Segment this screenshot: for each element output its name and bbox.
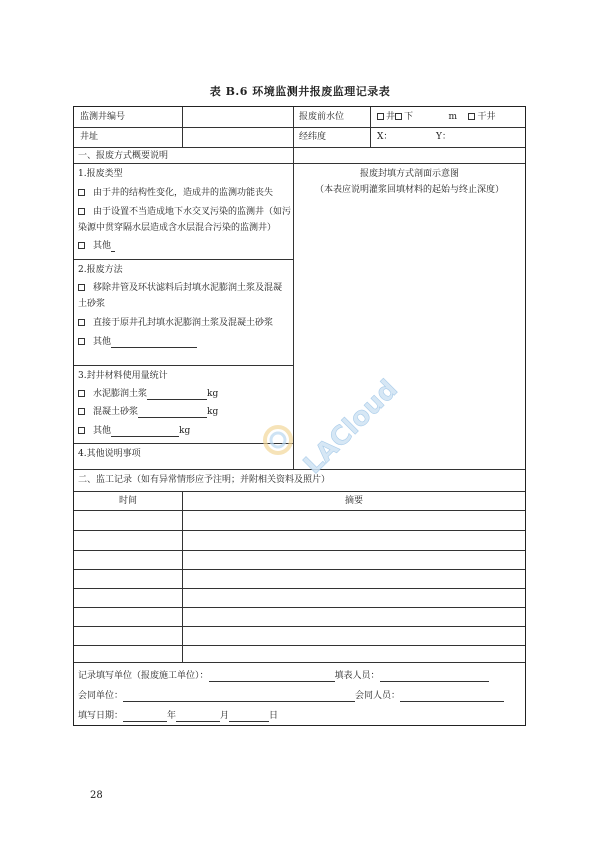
checkbox-icon[interactable] bbox=[377, 113, 384, 120]
watermark-ring bbox=[271, 433, 285, 447]
row-divider bbox=[74, 147, 525, 148]
co-unit-line: 会同单位： 会同人员： bbox=[78, 690, 504, 702]
checkbox-icon[interactable] bbox=[395, 113, 402, 120]
row-divider bbox=[74, 569, 525, 570]
fill-line[interactable] bbox=[111, 426, 179, 437]
checkbox-icon[interactable] bbox=[78, 208, 85, 215]
type-option-2-cont: 染源中贯穿隔水层造成含水层混合污染的监测井） bbox=[78, 223, 277, 233]
fill-line[interactable] bbox=[123, 711, 167, 722]
col-divider bbox=[182, 107, 183, 147]
y-label: Y： bbox=[436, 132, 451, 142]
col-divider bbox=[370, 107, 371, 147]
checkbox-icon[interactable] bbox=[78, 427, 85, 434]
water-level-label: 报废前水位 bbox=[299, 112, 345, 122]
fill-line[interactable] bbox=[123, 691, 355, 702]
other-notes-title: 4.其他说明事项 bbox=[78, 449, 141, 459]
type-title: 1.报废类型 bbox=[78, 169, 123, 179]
checkbox-icon[interactable] bbox=[78, 319, 85, 326]
checkbox-icon[interactable] bbox=[78, 390, 85, 397]
well-no-label: 监测井编号 bbox=[80, 112, 126, 122]
row-divider bbox=[74, 607, 525, 608]
checkbox-icon[interactable] bbox=[78, 338, 85, 345]
row-divider bbox=[74, 365, 293, 366]
row-divider bbox=[74, 259, 293, 260]
method-option-1-cont: 土砂浆 bbox=[78, 299, 106, 309]
fill-line[interactable] bbox=[111, 241, 115, 252]
record-unit-line: 记录填写单位（报废施工单位）： 填表人员： bbox=[78, 670, 489, 682]
checkbox-icon[interactable] bbox=[78, 189, 85, 196]
diagram-title: 报废封填方式剖面示意图 bbox=[359, 169, 459, 179]
material-2: 混凝土砂浆 kg bbox=[78, 406, 218, 418]
watermark-text: LACloud bbox=[297, 374, 404, 481]
page-title: 表 B.6 环境监测井报废监理记录表 bbox=[209, 85, 391, 98]
method-title: 2.报废方法 bbox=[78, 265, 123, 275]
row-divider bbox=[74, 662, 525, 663]
fill-line[interactable] bbox=[209, 671, 335, 682]
fill-line[interactable] bbox=[229, 711, 269, 722]
row-divider bbox=[74, 510, 525, 511]
diagram-note: （本表应说明灌浆回填材料的起始与终止深度） bbox=[314, 185, 504, 195]
row-divider bbox=[74, 491, 525, 492]
fill-line[interactable] bbox=[400, 691, 504, 702]
fill-line[interactable] bbox=[111, 337, 197, 348]
col-time-header: 时间 bbox=[118, 496, 137, 506]
fill-line[interactable] bbox=[147, 389, 207, 400]
section1-heading: 一、报废方式概要说明 bbox=[78, 151, 169, 161]
method-option-2: 直接于原井孔封填水泥膨润土浆及混凝土砂浆 bbox=[78, 317, 273, 329]
site-label: 井址 bbox=[80, 132, 99, 142]
row-divider bbox=[74, 530, 525, 531]
well-type-options: 井 下 m 干井 bbox=[377, 111, 496, 123]
watermark-ring bbox=[265, 427, 291, 453]
checkbox-icon[interactable] bbox=[78, 408, 85, 415]
type-option-2: 由于设置不当造成地下水交叉污染的监测井（如污 bbox=[78, 206, 291, 218]
materials-title: 3.封井材料使用量统计 bbox=[78, 371, 168, 381]
material-3: 其他 kg bbox=[78, 425, 190, 437]
section2-heading: 二、监工记录（如有异常情形应予注明；并附相关资料及照片） bbox=[78, 475, 331, 485]
type-option-1: 由于井的结构性变化，造成井的监测功能丧失 bbox=[78, 187, 273, 199]
row-divider bbox=[74, 163, 525, 164]
method-option-3: 其他 bbox=[78, 336, 197, 348]
x-label: X： bbox=[377, 132, 393, 142]
method-option-1: 移除井管及环状滤料后封填水泥膨润土浆及混凝 bbox=[78, 282, 282, 294]
fill-line[interactable] bbox=[138, 407, 207, 418]
row-divider bbox=[74, 127, 525, 128]
watermark-logo bbox=[260, 370, 404, 481]
row-divider bbox=[74, 550, 525, 551]
row-divider bbox=[74, 626, 525, 627]
fill-line[interactable] bbox=[380, 671, 489, 682]
col-divider bbox=[182, 491, 183, 662]
fill-line[interactable] bbox=[176, 711, 220, 722]
checkbox-icon[interactable] bbox=[468, 113, 475, 120]
col-summary-header: 摘要 bbox=[344, 496, 363, 506]
checkbox-icon[interactable] bbox=[78, 242, 85, 249]
material-1: 水泥膨润土浆 kg bbox=[78, 388, 218, 400]
page-number: 28 bbox=[90, 790, 103, 801]
coords-label: 经纬度 bbox=[299, 132, 327, 142]
row-divider bbox=[74, 588, 525, 589]
type-option-3: 其他 bbox=[78, 240, 115, 252]
row-divider bbox=[74, 645, 525, 646]
date-line: 填写日期： 年 月 日 bbox=[78, 711, 279, 721]
checkbox-icon[interactable] bbox=[78, 284, 85, 291]
